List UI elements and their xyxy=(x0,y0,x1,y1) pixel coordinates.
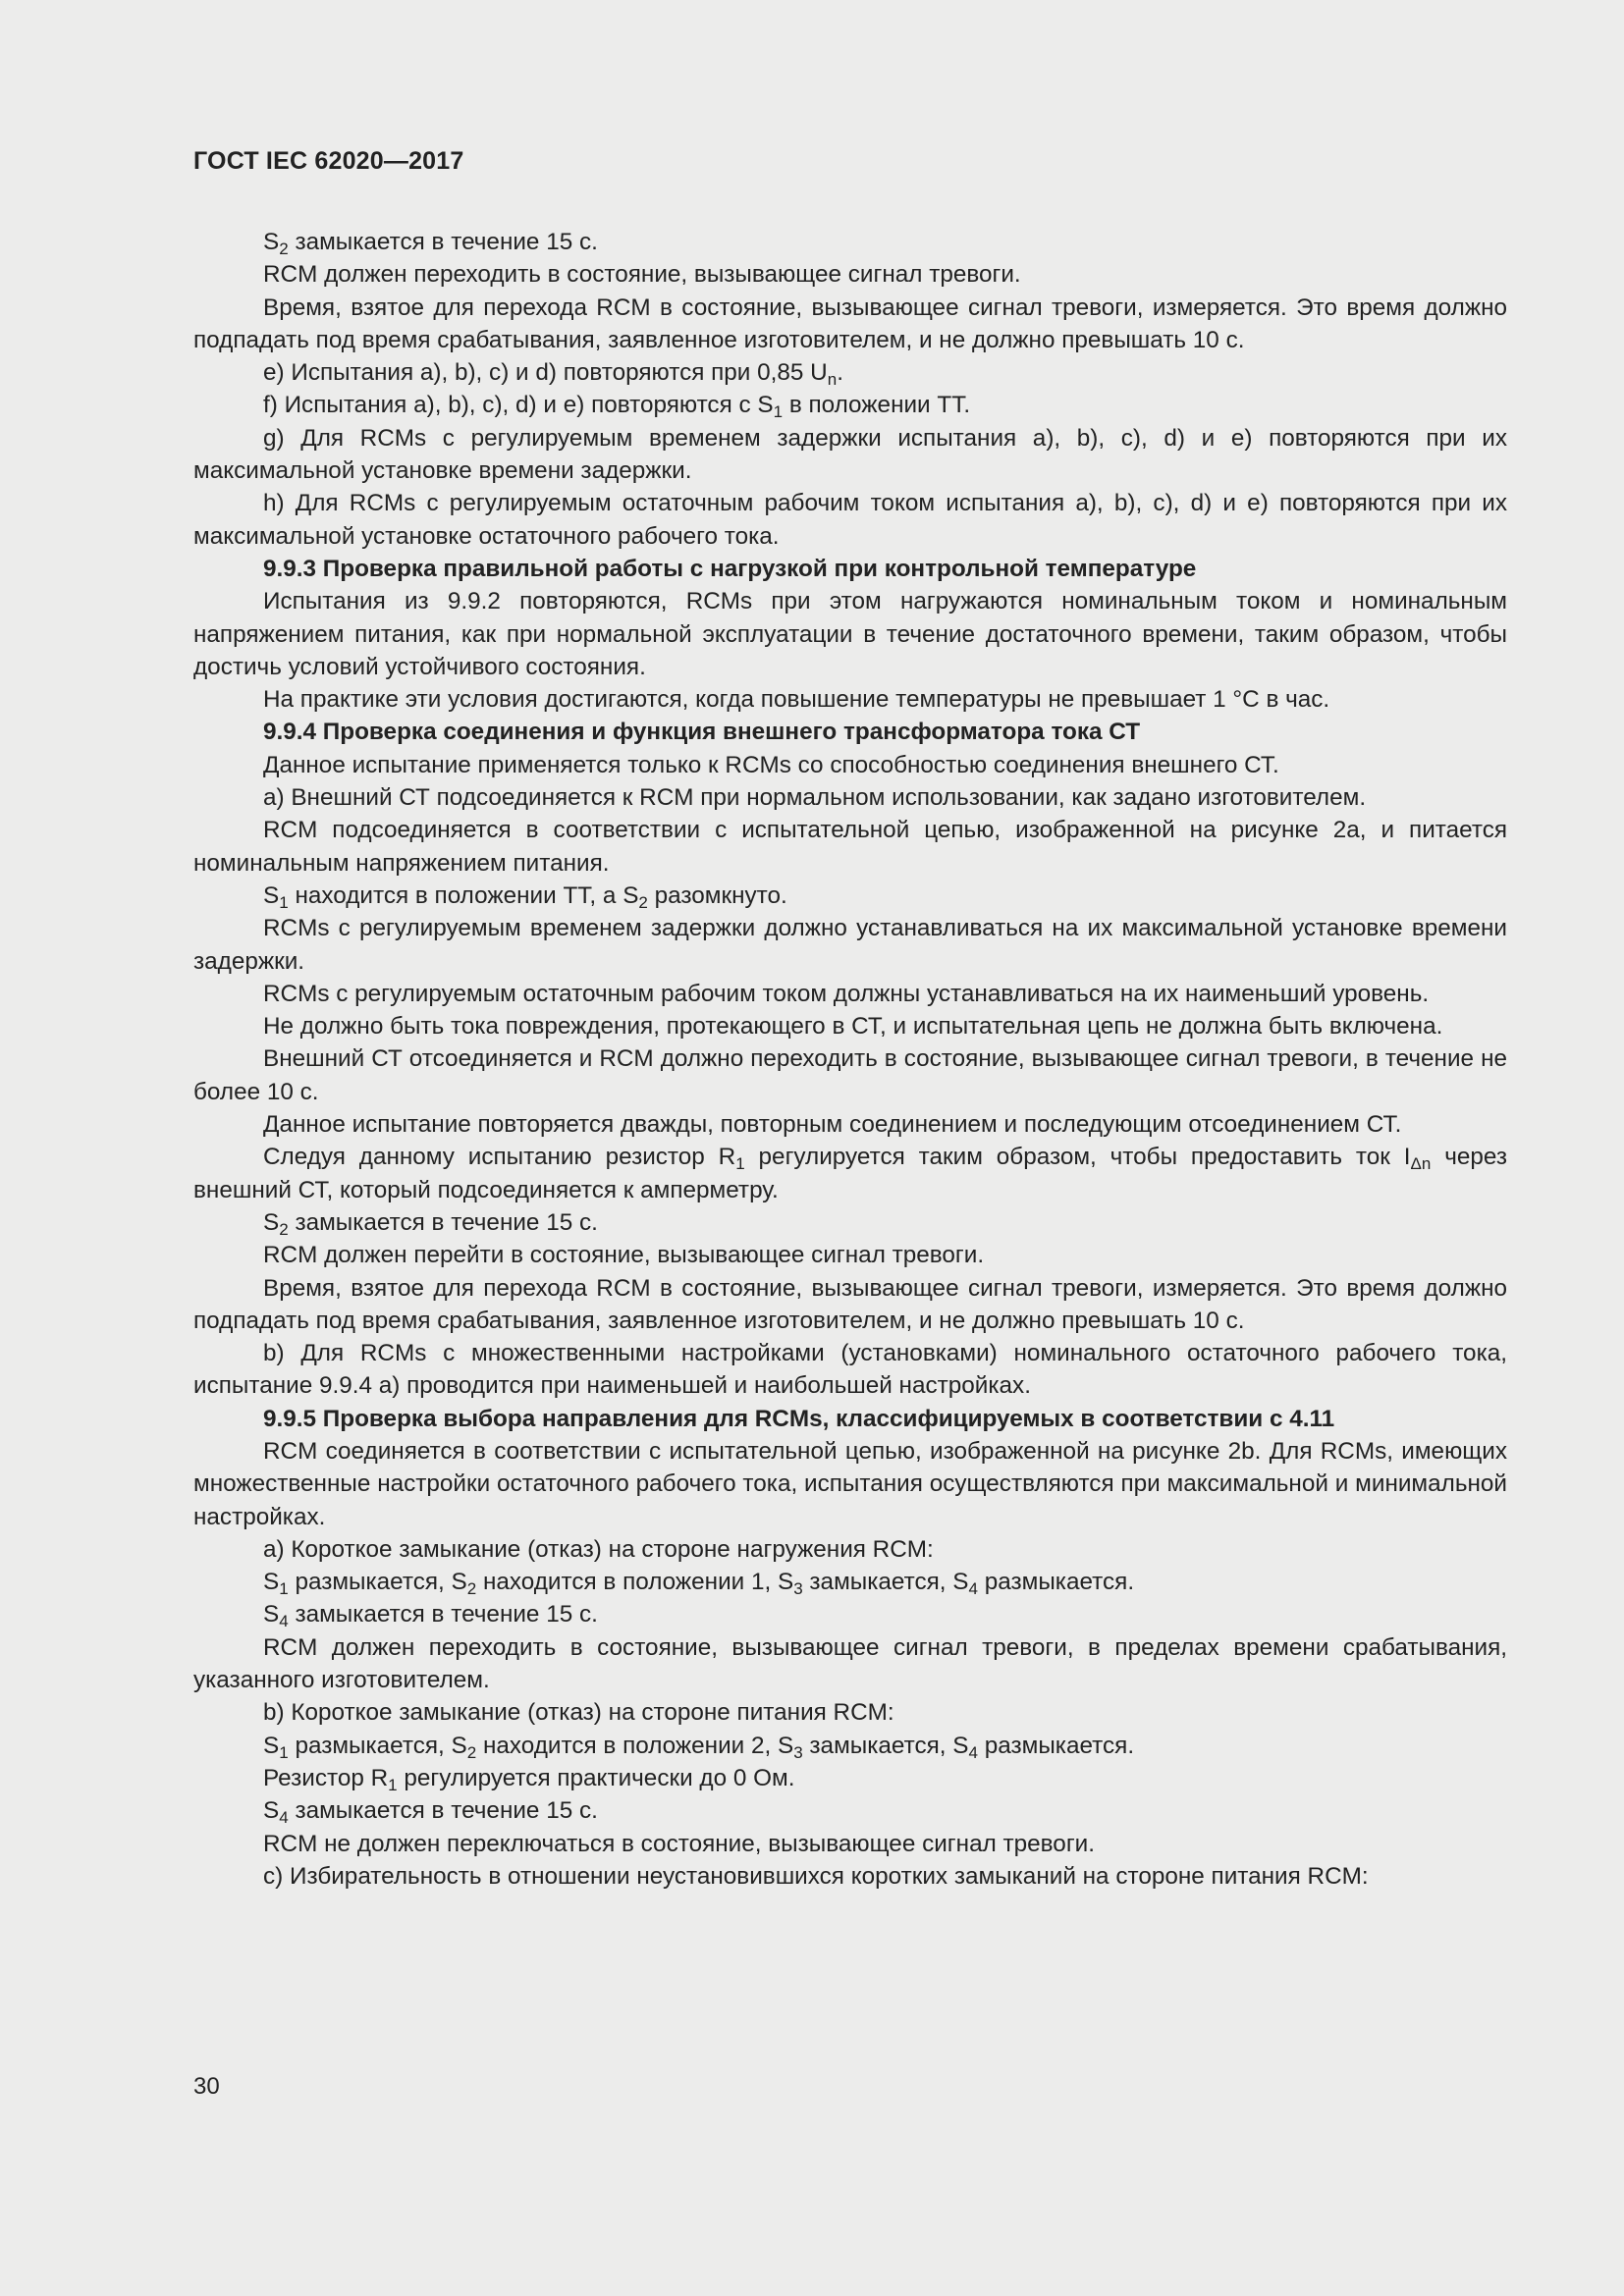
text-run: RCM подсоединяется в соответствии с испытательной цепью, изображенной на рисунке 2а, и питается номинальным напряжением питания. xyxy=(193,817,1507,877)
subscript: 2 xyxy=(466,1742,477,1762)
paragraph xyxy=(193,1566,1507,1598)
text-run: размыкается. xyxy=(977,1569,1135,1596)
text-run: f) Испытания а), b), с), d) и е) повторяются с S xyxy=(263,392,774,419)
paragraph xyxy=(193,1435,1507,1533)
text-run: Следуя данному испытанию резистор R xyxy=(263,1144,736,1171)
paragraph xyxy=(193,1272,1507,1338)
text-run: находится в положении ТТ, а S xyxy=(288,881,639,909)
subscript: 1 xyxy=(773,402,784,422)
text-run: Данное испытание применяется только к RCMs со способностью соединения внешнего СТ. xyxy=(263,751,1279,778)
paragraph xyxy=(193,1730,1507,1762)
text-run: Резистор R xyxy=(263,1764,389,1791)
text-run: е) Испытания а), b), с) и d) повторяются при 0,85 U xyxy=(263,359,828,387)
text-run: замыкается в течение 15 с. xyxy=(288,1208,598,1236)
subscript: 4 xyxy=(968,1579,978,1599)
text-run: регулируется таким образом, чтобы предоставить ток I xyxy=(744,1144,1411,1171)
paragraph xyxy=(193,912,1507,978)
paragraph xyxy=(193,978,1507,1010)
paragraph xyxy=(193,1337,1507,1403)
text-run: S xyxy=(263,1732,280,1759)
paragraph xyxy=(193,1042,1507,1108)
subscript: 1 xyxy=(279,893,289,913)
text-run: RCM должен перейти в состояние, вызывающее сигнал тревоги. xyxy=(263,1242,985,1269)
text-run: размыкается, S xyxy=(288,1732,467,1759)
paragraph xyxy=(193,1206,1507,1239)
paragraph xyxy=(193,1141,1507,1206)
document-body xyxy=(193,226,1507,1893)
paragraph xyxy=(193,422,1507,488)
text-run: Испытания из 9.9.2 повторяются, RCMs при этом нагружаются номинальным током и номинальным напряжением питания, как при нормальной эксплуатации в течение достаточного времени, таким образом, чтобы достичь условий устойчивого состояния. xyxy=(193,588,1507,680)
text-run: 9.9.4 Проверка соединения и функция внешнего трансформатора тока СТ xyxy=(263,719,1141,746)
section-heading xyxy=(193,1403,1507,1435)
section-heading xyxy=(193,716,1507,748)
text-run: S xyxy=(263,1797,280,1825)
subscript: 2 xyxy=(279,240,289,259)
text-run: замыкается в течение 15 с. xyxy=(288,1601,598,1629)
text-run: замыкается, S xyxy=(802,1732,969,1759)
text-run: с) Избирательность в отношении неустановившихся коротких замыканий на стороне питания RCM: xyxy=(263,1862,1369,1890)
subscript: 3 xyxy=(793,1742,803,1762)
text-run: замыкается в течение 15 с. xyxy=(288,1797,598,1825)
text-run: RCM соединяется в соответствии с испытательной цепью, изображенной на рисунке 2b. Для RCMs, имеющих множественные настройки остаточного рабочего тока, испытания осуществляются при максимальной и минимальной настройках. xyxy=(193,1437,1507,1530)
section-heading xyxy=(193,553,1507,585)
paragraph xyxy=(193,1860,1507,1893)
text-run: На практике эти условия достигаются, когда повышение температуры не превышает 1 °С в час. xyxy=(263,686,1330,714)
paragraph xyxy=(193,1794,1507,1827)
text-run: . xyxy=(837,359,843,387)
text-run: RCM не должен переключаться в состояние, вызывающее сигнал тревоги. xyxy=(263,1830,1096,1857)
paragraph xyxy=(193,1696,1507,1729)
document-header: ГОСТ IEC 62020—2017 xyxy=(193,147,464,175)
text-run: Время, взятое для перехода RCM в состояние, вызывающее сигнал тревоги, измеряется. Это время должно подпадать под время срабатывания, заявленное изготовителем, и не должно превышать 10 с. xyxy=(193,294,1507,353)
subscript: 4 xyxy=(968,1742,978,1762)
text-run: находится в положении 1, S xyxy=(476,1569,794,1596)
paragraph xyxy=(193,880,1507,912)
text-run: h) Для RCMs с регулируемым остаточным рабочим током испытания а), b), с), d) и е) повторяются при их максимальной установке остаточного рабочего тока. xyxy=(193,490,1507,550)
text-run: S xyxy=(263,1601,280,1629)
text-run: S xyxy=(263,881,280,909)
paragraph xyxy=(193,1108,1507,1141)
text-run: разомкнуто. xyxy=(647,881,787,909)
paragraph xyxy=(193,781,1507,814)
text-run: S xyxy=(263,1569,280,1596)
paragraph xyxy=(193,389,1507,421)
paragraph xyxy=(193,1631,1507,1697)
subscript: 3 xyxy=(793,1579,803,1599)
subscript: 4 xyxy=(279,1808,289,1828)
subscript: 1 xyxy=(388,1776,398,1795)
paragraph xyxy=(193,1010,1507,1042)
paragraph xyxy=(193,487,1507,553)
text-run: Данное испытание повторяется дважды, повторным соединением и последующим отсоединением СТ. xyxy=(263,1111,1402,1139)
subscript: 1 xyxy=(279,1579,289,1599)
text-run: находится в положении 2, S xyxy=(476,1732,794,1759)
text-run: 9.9.5 Проверка выбора направления для RCMs, классифицируемых в соответствии с 4.11 xyxy=(263,1405,1335,1432)
paragraph xyxy=(193,258,1507,291)
text-run: замыкается, S xyxy=(802,1569,969,1596)
subscript: 1 xyxy=(735,1154,745,1174)
text-run: Внешний СТ отсоединяется и RCM должно переходить в состояние, вызывающее сигнал тревоги, в течение не более 10 с. xyxy=(193,1045,1507,1105)
paragraph xyxy=(193,683,1507,716)
paragraph xyxy=(193,1598,1507,1630)
paragraph xyxy=(193,292,1507,357)
text-run: RCMs с регулируемым временем задержки должно устанавливаться на их максимальной установке времени задержки. xyxy=(193,915,1507,975)
subscript: 2 xyxy=(279,1220,289,1239)
subscript: 2 xyxy=(466,1579,477,1599)
text-run: 9.9.3 Проверка правильной работы с нагрузкой при контрольной температуре xyxy=(263,555,1197,582)
text-run: Не должно быть тока повреждения, протекающего в СТ, и испытательная цепь не должна быть включена. xyxy=(263,1013,1443,1041)
paragraph xyxy=(193,1239,1507,1271)
subscript: n xyxy=(827,370,838,390)
paragraph xyxy=(193,1762,1507,1794)
text-run: а) Короткое замыкание (отказ) на стороне нагружения RCM: xyxy=(263,1535,934,1563)
text-run: S xyxy=(263,229,280,255)
paragraph xyxy=(193,1533,1507,1566)
text-run: замыкается в течение 15 с. xyxy=(288,229,598,255)
text-run: размыкается, S xyxy=(288,1569,467,1596)
text-run: регулируется практически до 0 Ом. xyxy=(397,1764,795,1791)
text-run: RCMs с регулируемым остаточным рабочим током должны устанавливаться на их наименьший уровень. xyxy=(263,980,1430,1007)
text-run: b) Короткое замыкание (отказ) на стороне питания RCM: xyxy=(263,1699,894,1727)
text-run: в положении ТТ. xyxy=(783,392,971,419)
subscript: 1 xyxy=(279,1742,289,1762)
text-run: Время, взятое для перехода RCM в состояние, вызывающее сигнал тревоги, измеряется. Это время должно подпадать под время срабатывания, заявленное изготовителем, и не должно превышать 10 с. xyxy=(193,1274,1507,1334)
subscript: 4 xyxy=(279,1612,289,1631)
paragraph xyxy=(193,814,1507,880)
text-run: S xyxy=(263,1208,280,1236)
paragraph xyxy=(193,226,1507,258)
page-number: 30 xyxy=(193,2073,220,2100)
text-run: g) Для RCMs с регулируемым временем задержки испытания а), b), с), d) и е) повторяются при их максимальной установке времени задержки. xyxy=(193,424,1507,485)
paragraph xyxy=(193,356,1507,389)
text-run: b) Для RCMs с множественными настройками (установками) номинального остаточного рабочего тока, испытание 9.9.4 а) проводится при наименьшей и наибольшей настройках. xyxy=(193,1340,1507,1400)
paragraph xyxy=(193,1828,1507,1860)
text-run: RCM должен переходить в состояние, вызывающее сигнал тревоги, в пределах времени срабатывания, указанного изготовителем. xyxy=(193,1633,1507,1694)
text-run: а) Внешний СТ подсоединяется к RCM при нормальном использовании, как задано изготовителем. xyxy=(263,784,1367,812)
text-run: RCM должен переходить в состояние, вызывающее сигнал тревоги. xyxy=(263,261,1021,289)
text-run: размыкается. xyxy=(977,1732,1135,1759)
paragraph xyxy=(193,749,1507,781)
paragraph xyxy=(193,585,1507,683)
text-run: через внешний СТ, который подсоединяется к амперметру. xyxy=(193,1144,1507,1203)
subscript: Δn xyxy=(1410,1154,1432,1174)
subscript: 2 xyxy=(638,893,648,913)
